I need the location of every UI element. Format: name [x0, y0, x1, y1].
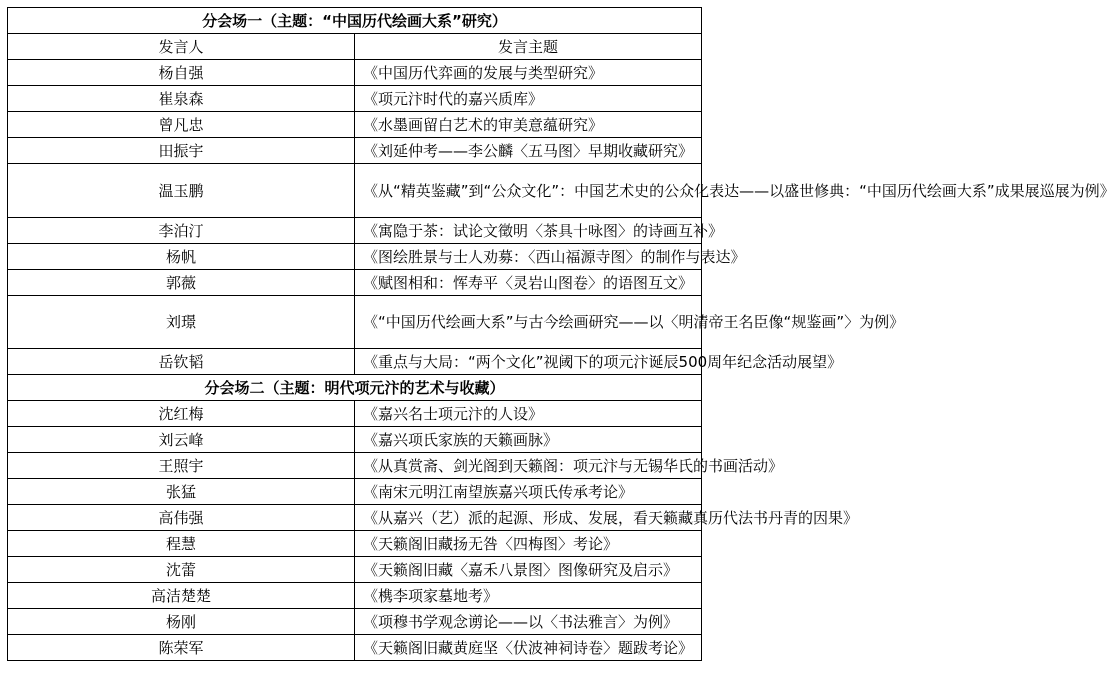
speaker-name: 张猛 — [8, 479, 355, 505]
talk-topic: 《槜李项家墓地考》 — [355, 583, 702, 609]
talk-topic: 《天籁阁旧藏扬无咎〈四梅图〉考论》 — [355, 531, 702, 557]
column-header-topic: 发言主题 — [355, 34, 702, 60]
table-row — [8, 296, 702, 349]
table-row — [8, 349, 702, 375]
talk-topic: 《水墨画留白艺术的审美意蕴研究》 — [355, 112, 702, 138]
talk-topic: 《天籁阁旧藏〈嘉禾八景图〉图像研究及启示》 — [355, 557, 702, 583]
speaker-name: 温玉鹏 — [8, 164, 355, 218]
table-row — [8, 401, 702, 427]
speaker-name: 程慧 — [8, 531, 355, 557]
speaker-name: 田振宇 — [8, 138, 355, 164]
column-header-speaker: 发言人 — [8, 34, 355, 60]
table-row — [8, 531, 702, 557]
speaker-name: 沈红梅 — [8, 401, 355, 427]
table-row — [8, 60, 702, 86]
speaker-name: 岳钦韬 — [8, 349, 355, 375]
talk-topic: 《从嘉兴（艺）派的起源、形成、发展，看天籁藏真历代法书丹青的因果》 — [355, 505, 702, 531]
table-row — [8, 453, 702, 479]
speaker-name: 沈蕾 — [8, 557, 355, 583]
speaker-name: 曾凡忠 — [8, 112, 355, 138]
table-row — [8, 635, 702, 661]
speaker-name: 杨帆 — [8, 244, 355, 270]
session-2-header — [8, 375, 702, 401]
speaker-name: 杨刚 — [8, 609, 355, 635]
table-row — [8, 86, 702, 112]
talk-topic: 《赋图相和：恽寿平〈灵岩山图卷〉的语图互文》 — [355, 270, 702, 296]
talk-topic: 《嘉兴名士项元汴的人设》 — [355, 401, 702, 427]
table-row — [8, 557, 702, 583]
talk-topic: 《“中国历代绘画大系”与古今绘画研究——以〈明清帝王名臣像“规鉴画”〉为例》 — [355, 296, 702, 349]
table-row — [8, 112, 702, 138]
session-1-header — [8, 8, 702, 34]
speaker-name: 刘璟 — [8, 296, 355, 349]
talk-topic: 《嘉兴项氏家族的天籁画脉》 — [355, 427, 702, 453]
speaker-name: 刘云峰 — [8, 427, 355, 453]
column-header-row — [8, 34, 702, 60]
table-row — [8, 505, 702, 531]
talk-topic: 《项元汴时代的嘉兴质库》 — [355, 86, 702, 112]
talk-topic: 《南宋元明江南望族嘉兴项氏传承考论》 — [355, 479, 702, 505]
speaker-name: 杨自强 — [8, 60, 355, 86]
talk-topic: 《从“精英鉴藏”到“公众文化”：中国艺术史的公众化表达——以盛世修典：“中国历代绘画大系”成果展巡展为例》 — [355, 164, 702, 218]
speaker-name: 李泊汀 — [8, 218, 355, 244]
table-row — [8, 427, 702, 453]
table-row — [8, 218, 702, 244]
talk-topic: 《重点与大局：“两个文化”视阈下的项元汴诞辰500周年纪念活动展望》 — [355, 349, 702, 375]
talk-topic: 《天籁阁旧藏黄庭坚〈伏波神祠诗卷〉题跋考论》 — [355, 635, 702, 661]
table-row — [8, 270, 702, 296]
talk-topic: 《项穆书学观念谫论——以〈书法雅言〉为例》 — [355, 609, 702, 635]
speaker-name: 高伟强 — [8, 505, 355, 531]
talk-topic: 《寓隐于茶：试论文徵明〈茶具十咏图〉的诗画互补》 — [355, 218, 702, 244]
speaker-name: 郭薇 — [8, 270, 355, 296]
table-row — [8, 479, 702, 505]
session-title: 分会场一（主题：“中国历代绘画大系”研究） — [8, 8, 702, 34]
speaker-name: 崔泉森 — [8, 86, 355, 112]
table-row — [8, 164, 702, 218]
talk-topic: 《中国历代弈画的发展与类型研究》 — [355, 60, 702, 86]
session-title: 分会场二（主题：明代项元汴的艺术与收藏） — [8, 375, 702, 401]
speaker-name: 高洁楚楚 — [8, 583, 355, 609]
table-row — [8, 244, 702, 270]
talk-topic: 《从真赏斋、剑光阁到天籁阁：项元汴与无锡华氏的书画活动》 — [355, 453, 702, 479]
table-row — [8, 138, 702, 164]
talk-topic: 《图绘胜景与士人劝募：〈西山福源寺图〉的制作与表达》 — [355, 244, 702, 270]
table-row — [8, 583, 702, 609]
talk-topic: 《刘延仲考——李公麟〈五马图〉早期收藏研究》 — [355, 138, 702, 164]
table-row — [8, 609, 702, 635]
conference-schedule-table — [7, 7, 1115, 661]
speaker-name: 陈荣军 — [8, 635, 355, 661]
speaker-name: 王照宇 — [8, 453, 355, 479]
